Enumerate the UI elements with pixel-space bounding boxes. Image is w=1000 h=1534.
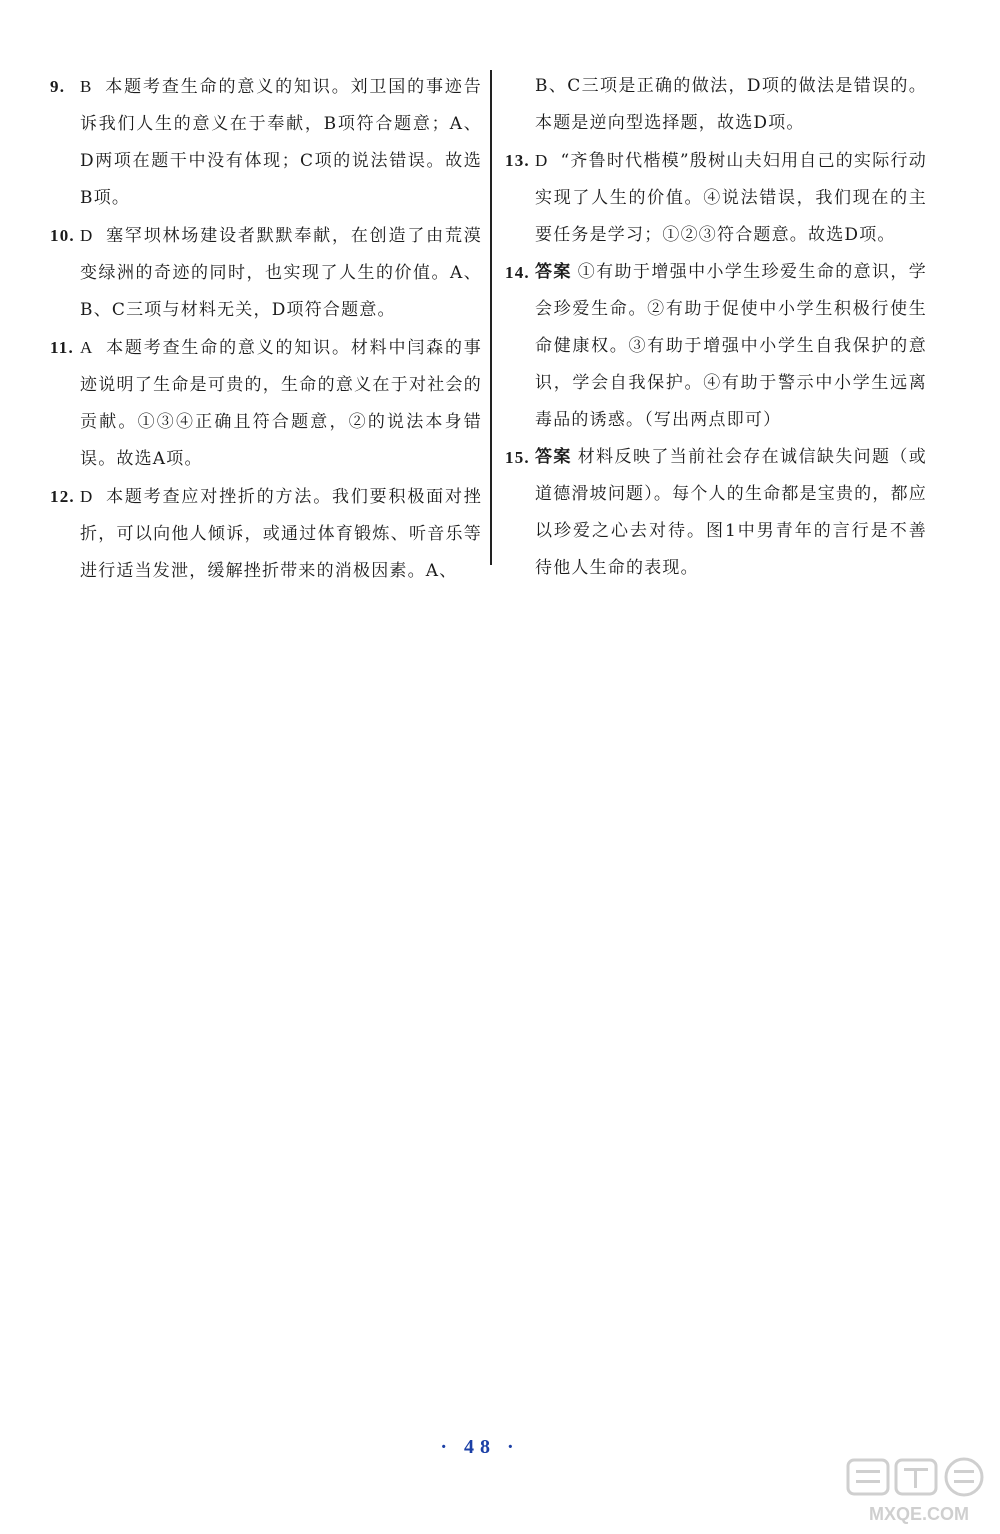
explanation-text: 塞罕坝林场建设者默默奉献，在创造了由荒漠变绿洲的奇迹的同时，也实现了人生的价值。A、B、C三项与材料无关，D项符合题意。 — [80, 226, 482, 320]
item-number: 14. — [505, 263, 530, 282]
answer-item-12-continued: B、C三项是正确的做法，D项的做法是错误的。本题是逆向型选择题，故选D项。 — [535, 76, 927, 133]
answer-letter: D — [80, 487, 94, 506]
answer-item-13 — [505, 142, 927, 254]
answer-letter: D — [80, 226, 94, 245]
item-number: 9. — [50, 77, 66, 96]
answer-keyword: 答案 — [535, 447, 572, 467]
answer-letter: B — [80, 77, 93, 96]
right-column — [505, 68, 927, 587]
item-number: 12. — [50, 487, 75, 506]
answer-letter: A — [80, 338, 94, 357]
watermark-url: MXQE.COM — [868, 1504, 970, 1524]
explanation-text: ①有助于增强中小学生珍爱生命的意识，学会珍爱生命。②有助于促使中小学生积极行使生命健康权。③有助于增强中小学生自我保护的意识，学会自我保护。④有助于警示中小学生远离毒品的诱惑。（写出两点即可） — [535, 262, 927, 430]
item-number: 10. — [50, 226, 75, 245]
left-column — [50, 68, 482, 590]
answer-letter: D — [535, 151, 549, 170]
explanation-text: 材料反映了当前社会存在诚信缺失问题（或道德滑坡问题）。每个人的生命都是宝贵的，都应以珍爱之心去对待。图1中男青年的言行是不善待他人生命的表现。 — [535, 447, 927, 578]
explanation-text: 本题考查应对挫折的方法。我们要积极面对挫折，可以向他人倾诉，或通过体育锻炼、听音乐等进行适当发泄，缓解挫折带来的消极因素。A、 — [80, 487, 482, 581]
explanation-text: 本题考查生命的意义的知识。材料中闫森的事迹说明了生命是可贵的，生命的意义在于对社会的贡献。①③④正确且符合题意，②的说法本身错误。故选A项。 — [80, 338, 482, 469]
answer-item-10 — [50, 217, 482, 329]
answer-keyword: 答案 — [535, 262, 572, 282]
answer-item-14 — [505, 254, 927, 439]
answer-item-9 — [50, 68, 482, 217]
answer-item-11 — [50, 329, 482, 478]
page-number: · 48 · — [440, 1436, 520, 1458]
column-divider — [490, 70, 492, 565]
site-watermark-logo — [844, 1456, 994, 1526]
explanation-text: “齐鲁时代楷模”殷树山夫妇用自己的实际行动实现了人生的价值。④说法错误，我们现在的主要任务是学习；①②③符合题意。故选D项。 — [535, 151, 927, 245]
explanation-text: 本题考查生命的意义的知识。刘卫国的事迹告诉我们人生的意义在于奉献，B项符合题意；A、D两项在题干中没有体现；C项的说法错误。故选B项。 — [80, 77, 482, 208]
item-number: 13. — [505, 151, 530, 170]
answer-item-12 — [50, 478, 482, 590]
item-number: 11. — [50, 338, 74, 357]
item-number: 15. — [505, 448, 530, 467]
answer-item-15 — [505, 439, 927, 587]
